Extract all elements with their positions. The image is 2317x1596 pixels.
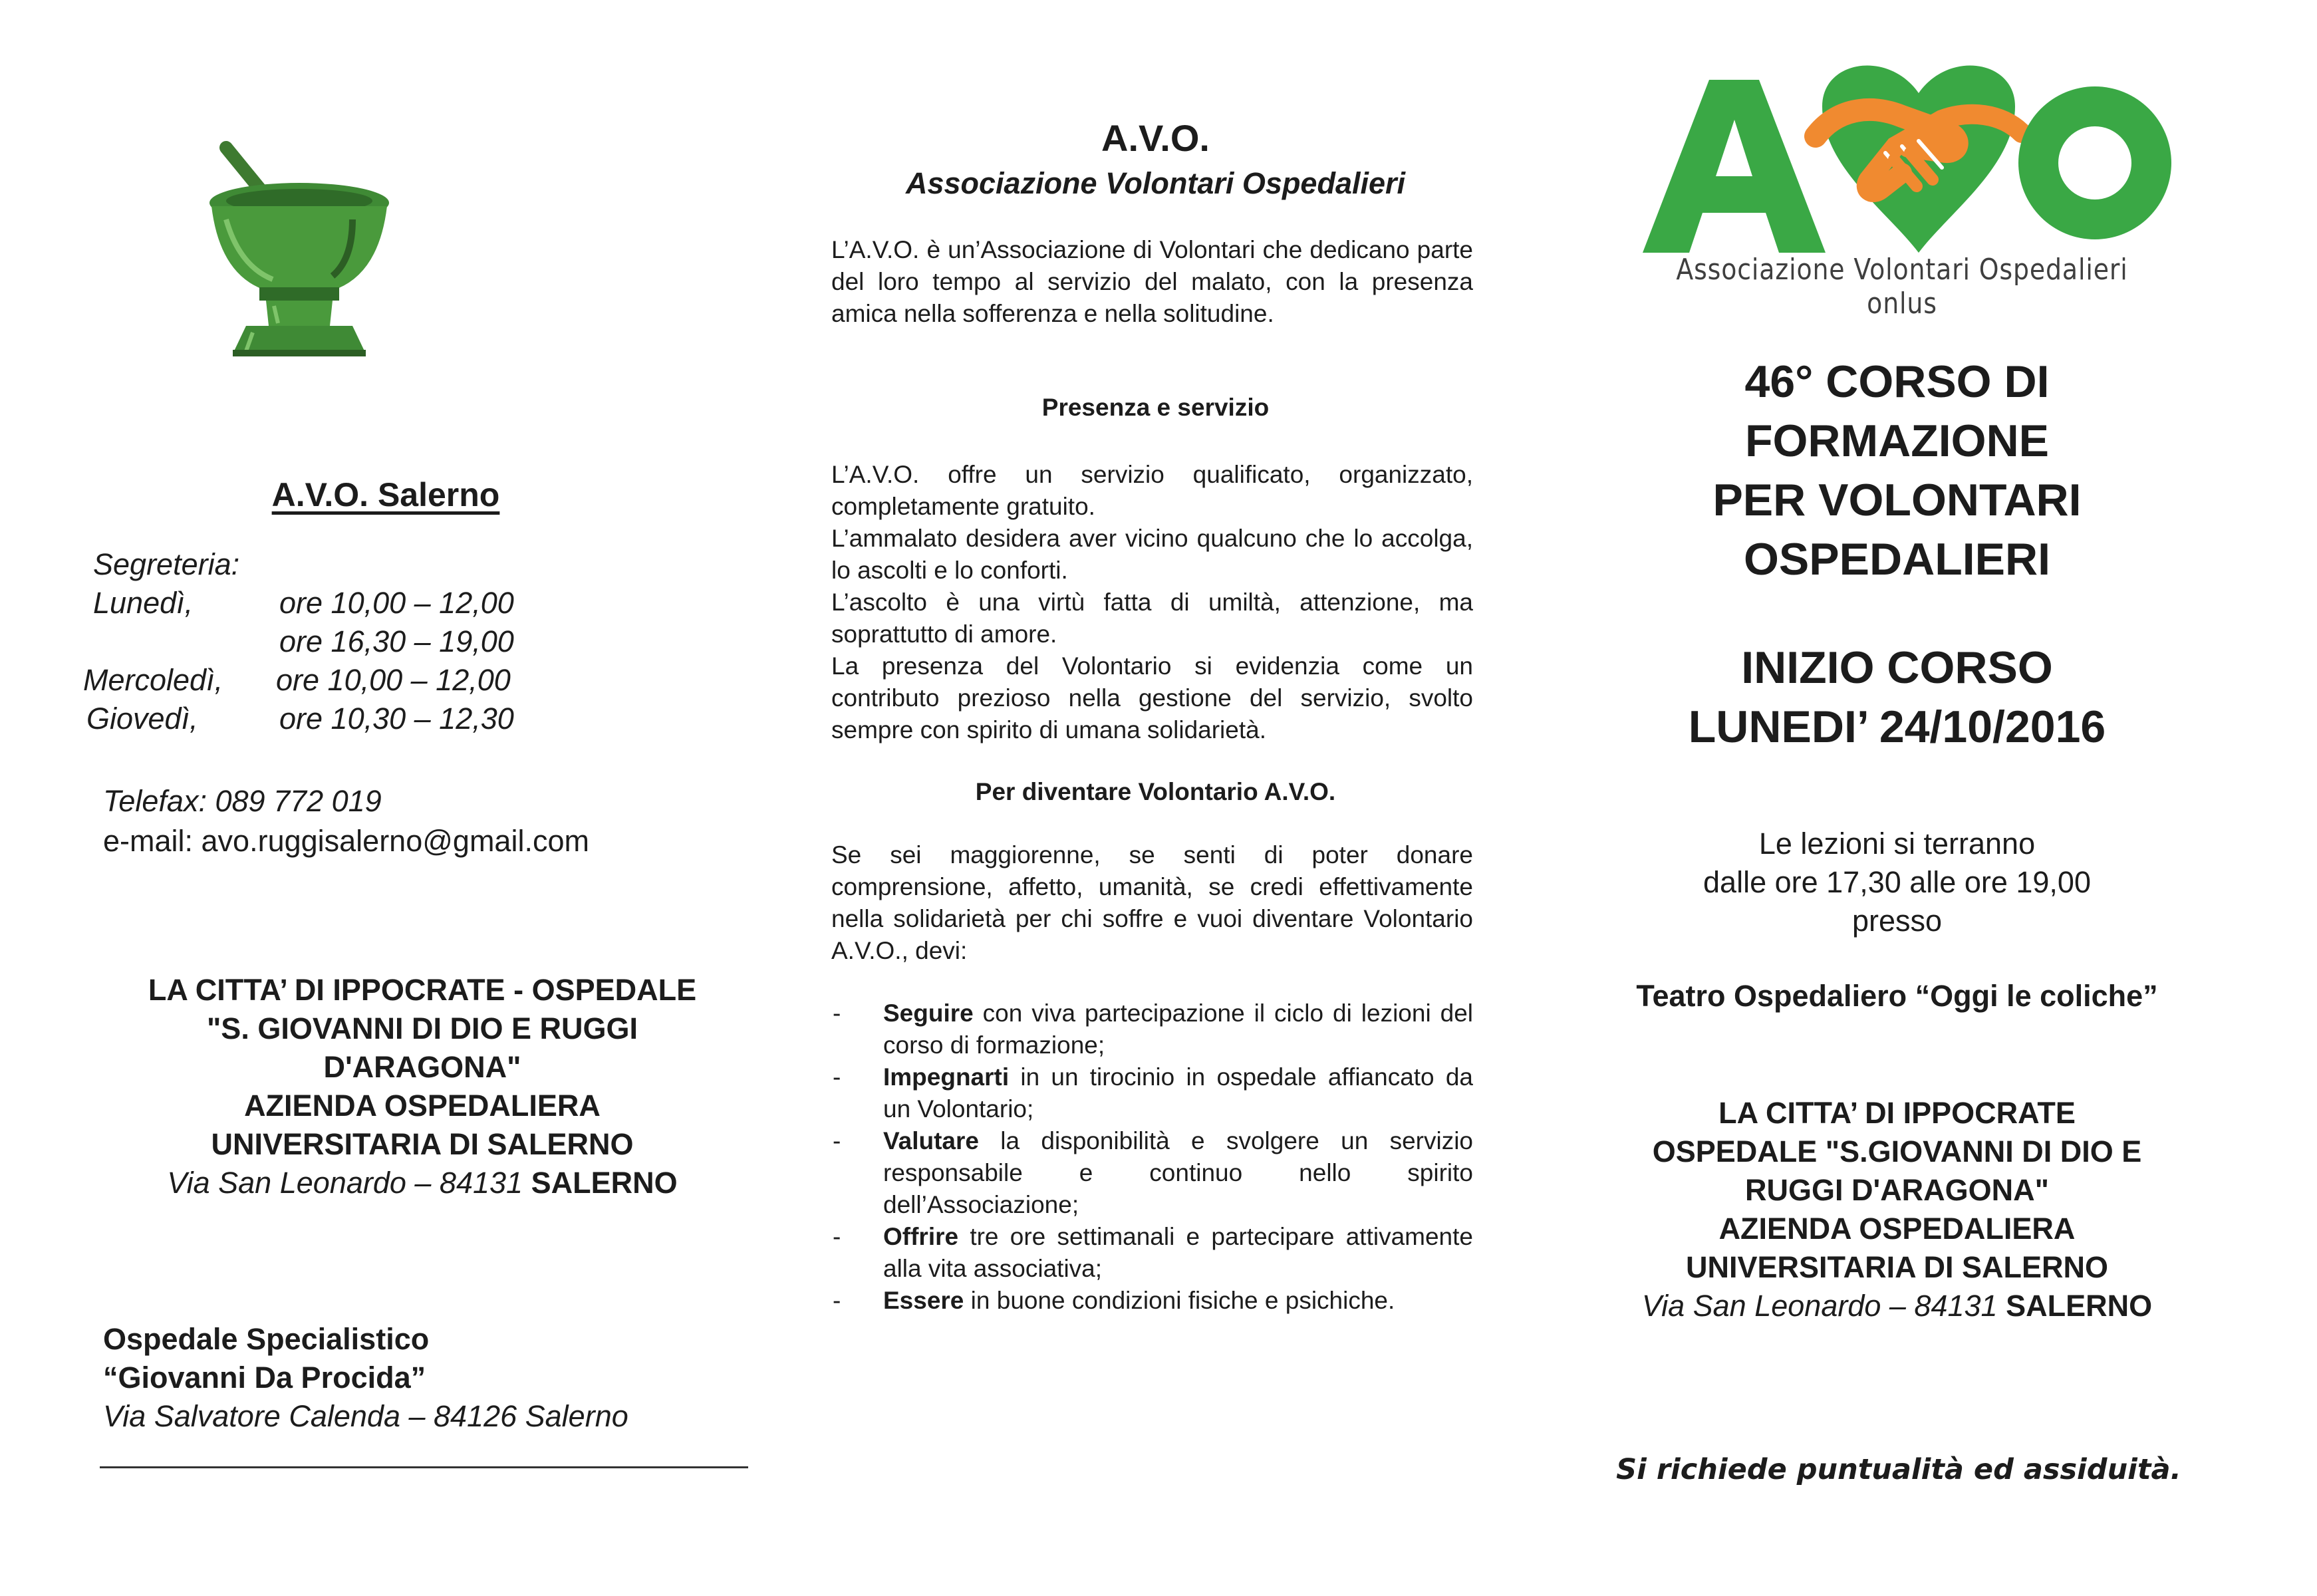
course-title	[1543, 352, 2251, 589]
paragraph: L’ammalato desidera aver vicino qualcuno che lo accolga, lo ascolti e lo conforti.	[831, 525, 1473, 584]
schedule-hours: ore 10,00 – 12,00	[276, 663, 511, 697]
city: SALERNO	[531, 1166, 678, 1200]
course-title-line: FORMAZIONE	[1744, 416, 2050, 466]
office-hours	[83, 545, 625, 738]
street: Via San Leonardo – 84131	[167, 1166, 523, 1200]
hospital-line: D'ARAGONA"	[323, 1050, 521, 1084]
hospital-address-left	[0, 971, 845, 1202]
lessons-line: presso	[1851, 904, 1943, 938]
attendance-note: Si richiede puntualità ed assiduità.	[1616, 1453, 2181, 1486]
course-start	[1543, 638, 2251, 757]
volunteer-intro	[831, 839, 1473, 967]
association-title: A.V.O. Salerno	[271, 476, 500, 513]
schedule-row	[93, 584, 625, 622]
divider	[100, 1466, 748, 1468]
hospital-address-right	[1543, 1094, 2251, 1325]
schedule-hours: ore 10,30 – 12,30	[279, 702, 514, 735]
schedule-row	[86, 700, 625, 738]
contact-info	[103, 781, 589, 861]
schedule-day: Mercoledì,	[83, 663, 223, 697]
venue: Teatro Ospedaliero “Oggi le coliche”	[1636, 979, 2158, 1013]
requirement-text: tre ore settimanali e partecipare attivamente alla vita associativa;	[883, 1223, 1473, 1282]
requirement-keyword: Impegnarti	[883, 1063, 1010, 1091]
hospital-line: RUGGI D'ARAGONA"	[1744, 1173, 2050, 1207]
lessons-info	[1543, 825, 2251, 940]
paragraph: L’ascolto è una virtù fatta di umiltà, attenzione, ma soprattutto di amore.	[831, 589, 1473, 648]
paragraph: L’A.V.O. è un’Associazione di Volontari che dedicano parte del loro tempo al servizio del malato, con la presenza amica nella sofferenza e nella solitudine.	[831, 236, 1473, 327]
requirement-keyword: Seguire	[883, 999, 974, 1027]
section-heading: Per diventare Volontario A.V.O.	[975, 778, 1336, 805]
presence-paragraphs	[831, 459, 1473, 746]
paragraph: Se sei maggiorenne, se senti di poter donare comprensione, affetto, umanità, se credi effettivamente nella solidarietà per chi soffre e vuoi diventare Volontario A.V.O., devi:	[831, 841, 1473, 964]
hospital-line: UNIVERSITARIA DI SALERNO	[211, 1127, 634, 1161]
list-item: - Offrire tre ore settimanali e partecipare attivamente alla vita associativa;	[833, 1223, 1473, 1282]
course-title-line: 46° CORSO DI	[1744, 356, 2050, 407]
requirements-list	[831, 998, 1473, 1317]
requirement-text: in buone condizioni fisiche e psichiche.	[964, 1287, 1395, 1314]
list-item: - Impegnarti in un tirocinio in ospedale affiancato da un Volontario;	[833, 1063, 1473, 1123]
paragraph: La presenza del Volontario si evidenzia come un contributo prezioso nella gestione del servizio, svolto sempre con spirito di umana solidarietà.	[831, 652, 1473, 743]
lessons-line: Le lezioni si terranno	[1758, 827, 2036, 861]
course-start-date: LUNEDI’ 24/10/2016	[1688, 702, 2106, 752]
schedule-label: Segreteria:	[93, 547, 240, 581]
left-panel	[0, 0, 771, 1596]
schedule-label-row	[93, 545, 625, 584]
schedule-hours: ore 16,30 – 19,00	[279, 624, 514, 658]
right-panel	[1543, 0, 2251, 1596]
specialist-name: “Giovanni Da Procida”	[103, 1361, 426, 1395]
mortar-and-pestle-icon	[200, 140, 399, 359]
requirement-text: la disponibilità e svolgere un servizio responsabile e continuo nello spirito dell’Associazione;	[883, 1127, 1473, 1218]
lessons-line: dalle ore 17,30 alle ore 19,00	[1703, 865, 2091, 899]
hospital-line: "S. GIOVANNI DI DIO E RUGGI	[206, 1011, 638, 1045]
schedule-day: Lunedì,	[93, 586, 194, 620]
requirement-text: con viva partecipazione il ciclo di lezioni del corso di formazione;	[883, 999, 1473, 1059]
course-title-line: PER VOLONTARI	[1712, 475, 2082, 525]
requirement-keyword: Valutare	[883, 1127, 979, 1154]
paragraph: L’A.V.O. offre un servizio qualificato, organizzato, completamente gratuito.	[831, 461, 1473, 520]
hospital-line: LA CITTA’ DI IPPOCRATE	[1718, 1096, 2076, 1130]
email: e-mail: avo.ruggisalerno@gmail.com	[103, 824, 589, 858]
intro-paragraph	[831, 234, 1473, 330]
street: Via San Leonardo – 84131	[1641, 1289, 1998, 1323]
avo-subtitle: Associazione Volontari Ospedalieri	[905, 166, 1406, 200]
middle-panel	[831, 0, 1480, 1596]
list-item: - Essere in buone condizioni fisiche e psichiche.	[833, 1287, 1395, 1314]
hospital-address	[1543, 1287, 2251, 1325]
hospital-line: LA CITTA’ DI IPPOCRATE - OSPEDALE	[148, 973, 697, 1007]
schedule-row	[83, 661, 625, 700]
city: SALERNO	[2006, 1289, 2153, 1323]
hospital-line: OSPEDALE "S.GIOVANNI DI DIO E	[1652, 1134, 2142, 1168]
telefax: Telefax: 089 772 019	[103, 784, 382, 818]
avo-title: A.V.O.	[1101, 117, 1210, 159]
list-item: - Valutare la disponibilità e svolgere un servizio responsabile e continuo nello spirito dell’Associazione;	[833, 1127, 1473, 1218]
specialist-name: Ospedale Specialistico	[103, 1322, 430, 1356]
schedule-hours: ore 10,00 – 12,00	[279, 586, 514, 620]
hospital-line: AZIENDA OSPEDALIERA	[1718, 1212, 2076, 1246]
specialist-hospital	[103, 1320, 628, 1436]
requirement-text: in un tirocinio in ospedale affiancato da un Volontario;	[883, 1063, 1473, 1123]
schedule-day: Giovedì,	[86, 702, 198, 735]
course-start-line: INIZIO CORSO	[1741, 642, 2053, 693]
requirement-keyword: Essere	[883, 1287, 964, 1314]
specialist-address: Via Salvatore Calenda – 84126 Salerno	[103, 1399, 628, 1433]
section-heading: Presenza e servizio	[1041, 394, 1270, 421]
logo-tagline: Associazione Volontari Ospedalieri onlus	[1676, 253, 2128, 321]
schedule-row	[93, 622, 625, 661]
list-item: - Seguire con viva partecipazione il ciclo di lezioni del corso di formazione;	[833, 999, 1473, 1059]
requirement-keyword: Offrire	[883, 1223, 959, 1250]
hospital-line: UNIVERSITARIA DI SALERNO	[1685, 1250, 2109, 1284]
hospital-line: AZIENDA OSPEDALIERA	[244, 1089, 601, 1123]
hospital-address	[0, 1164, 845, 1202]
course-title-line: OSPEDALIERI	[1744, 534, 2050, 585]
